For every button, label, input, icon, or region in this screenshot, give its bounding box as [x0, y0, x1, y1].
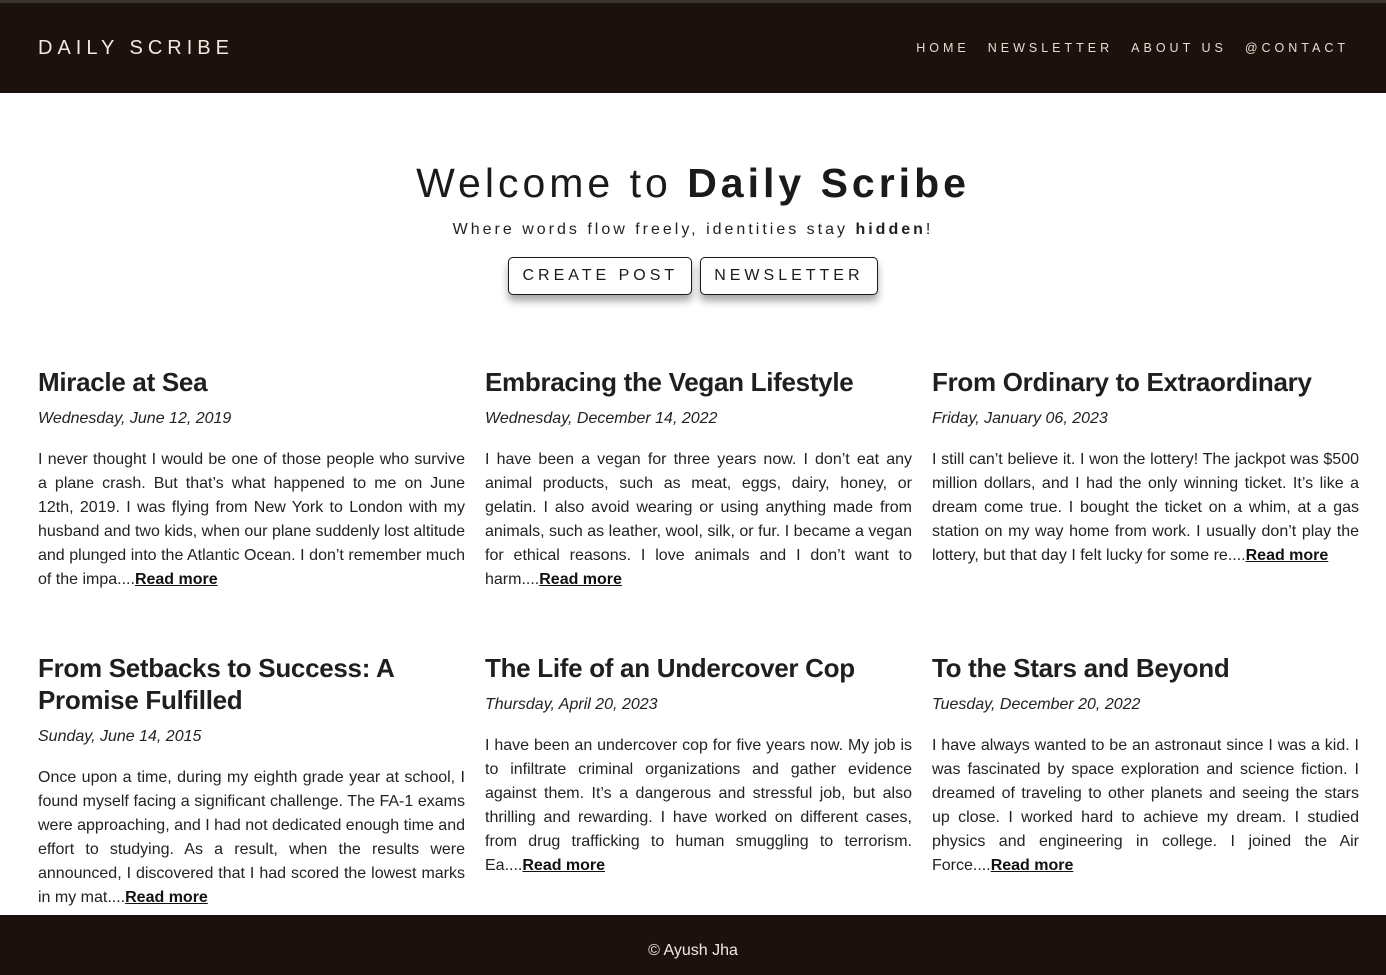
- nav-about-us[interactable]: ABOUT US: [1131, 41, 1227, 55]
- nav-contact[interactable]: @CONTACT: [1244, 41, 1349, 55]
- read-more-link[interactable]: Read more: [125, 889, 208, 906]
- post-date: Tuesday, December 20, 2022: [932, 696, 1141, 713]
- post-card: [932, 652, 1359, 910]
- hero-buttons: [0, 257, 1386, 295]
- hero-title: [0, 160, 1386, 207]
- post-excerpt-text: I have been a vegan for three years now. I don’t eat any animal products, such as meat, eggs, dairy, honey, or gelatin. I also avoid wearing or using anything made from animals, such as leather, wool, silk, or fur. I became a vegan for ethical reasons. I love animals and I don’t want to harm....: [485, 451, 912, 588]
- read-more-link[interactable]: Read more: [990, 857, 1074, 874]
- post-card: [38, 366, 465, 592]
- post-card: [932, 366, 1359, 592]
- tagline-bold: hidden: [855, 221, 926, 238]
- post-excerpt-text: I still can’t believe it. I won the lottery! The jackpot was $500 million dollars, and I had the only winning ticket. It’s like a dream come true. I bought the ticket on a whim, at a gas station on my way home from work. I usually don’t play the lottery, but that day I felt lucky for some re....: [932, 451, 1359, 564]
- post-excerpt: [932, 448, 1359, 568]
- post-title: The Life of an Undercover Cop: [485, 653, 855, 683]
- post-excerpt: [38, 766, 465, 910]
- post-card: [38, 652, 465, 910]
- hero-title-prefix: Welcome to: [416, 160, 688, 206]
- page-footer: [0, 915, 1386, 975]
- nav-home[interactable]: HOME: [916, 41, 970, 55]
- post-excerpt-text: I never thought I would be one of those people who survive a plane crash. But that’s what happened to me on June 12th, 2019. I was flying from New York to London with my husband and two kids, when our plane suddenly lost altitude and plunged into the Atlantic Ocean. I don’t remember much of the impa....: [38, 451, 465, 588]
- post-excerpt: [485, 448, 912, 592]
- read-more-link[interactable]: Read more: [539, 571, 622, 588]
- post-excerpt-text: I have always wanted to be an astronaut since I was a kid. I was fascinated by space exploration and science fiction. I dreamed of traveling to other planets and seeing the stars up close. I worked hard to achieve my dream. I studied physics and engineering in college. I joined the Air Force....: [932, 737, 1359, 874]
- post-excerpt: [932, 734, 1359, 878]
- post-excerpt: [485, 734, 912, 878]
- post-title: From Ordinary to Extraordinary: [932, 367, 1312, 397]
- main-nav: [916, 41, 1349, 55]
- read-more-link[interactable]: Read more: [522, 857, 606, 874]
- newsletter-button[interactable]: NEWSLETTER: [700, 257, 877, 295]
- footer-copyright: © Ayush Jha: [648, 942, 738, 959]
- hero-tagline: [0, 221, 1386, 239]
- post-date: Thursday, April 20, 2023: [485, 696, 658, 713]
- post-date: Sunday, June 14, 2015: [38, 728, 202, 745]
- post-title: From Setbacks to Success: A Promise Fulfilled: [38, 653, 394, 715]
- nav-newsletter[interactable]: NEWSLETTER: [987, 41, 1114, 55]
- post-card: [485, 366, 912, 592]
- top-navbar: [0, 0, 1386, 93]
- hero-title-brand: Daily Scribe: [687, 160, 970, 206]
- post-excerpt-text: I have been an undercover cop for five years now. My job is to infiltrate criminal organizations and gather evidence against them. It’s a dangerous and stressful job, but also thrilling and rewarding. I have worked on different cases, from drug trafficking to human smuggling to terrorism. Ea....: [485, 737, 912, 874]
- post-title: To the Stars and Beyond: [932, 653, 1230, 683]
- tagline-prefix: Where words flow freely, identities stay: [452, 221, 856, 238]
- post-excerpt-text: Once upon a time, during my eighth grade year at school, I found myself facing a significant challenge. The FA-1 exams were approaching, and I had not dedicated enough time and effort to studying. As a result, when the results were announced, I discovered that I had scored the lowest marks in my mat....: [38, 769, 465, 906]
- read-more-link[interactable]: Read more: [134, 571, 218, 588]
- read-more-link[interactable]: Read more: [1245, 547, 1329, 564]
- post-date: Wednesday, June 12, 2019: [38, 410, 232, 427]
- post-date: Wednesday, December 14, 2022: [485, 410, 718, 427]
- tagline-suffix: !: [925, 221, 934, 238]
- post-title: Miracle at Sea: [38, 367, 208, 397]
- create-post-button[interactable]: CREATE POST: [508, 257, 692, 295]
- brand-logo-text[interactable]: DAILY SCRIBE: [38, 37, 234, 59]
- post-card: [485, 652, 912, 910]
- post-date: Friday, January 06, 2023: [932, 410, 1108, 427]
- post-excerpt: [38, 448, 465, 592]
- posts-grid: [38, 366, 1358, 910]
- post-title: Embracing the Vegan Lifestyle: [485, 367, 854, 397]
- hero-section: [0, 160, 1386, 295]
